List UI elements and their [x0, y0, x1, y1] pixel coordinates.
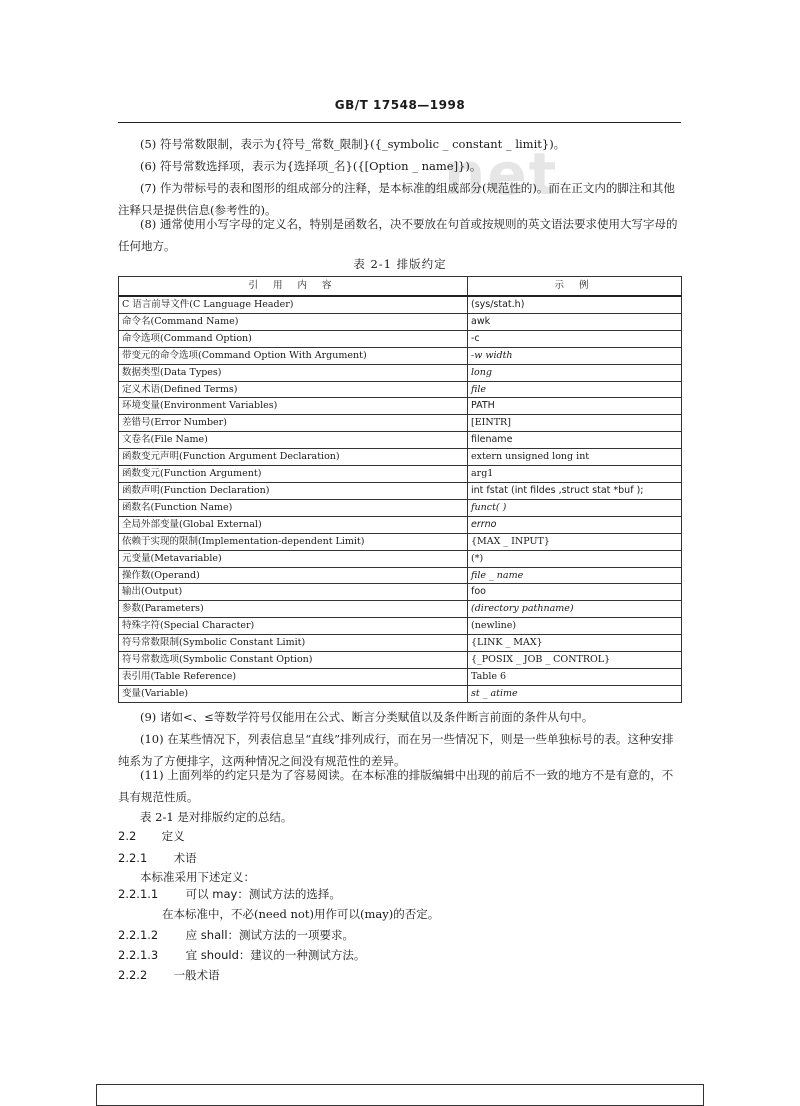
table-cell-example: (*) — [468, 550, 682, 567]
section-2-2-1-1-heading — [118, 884, 341, 904]
paragraph-8 — [118, 213, 681, 257]
table-row — [119, 330, 682, 347]
paragraph-5 — [118, 133, 681, 155]
watermark-text: .net — [420, 140, 559, 208]
table-cell-reference: 定义术语(Defined Terms) — [119, 381, 468, 398]
table-cell-reference: 数据类型(Data Types) — [119, 364, 468, 381]
table-row — [119, 296, 682, 313]
table-row — [119, 618, 682, 635]
table-row — [119, 347, 682, 364]
section-2-2-1-2-heading — [118, 925, 354, 945]
table-row — [119, 635, 682, 652]
table-cell-example: [EINTR] — [468, 415, 682, 432]
table-cell-example: filename — [468, 432, 682, 449]
table-cell-example: Table 6 — [468, 668, 682, 685]
table-cell-example: funct( ) — [468, 499, 682, 516]
table-row — [119, 516, 682, 533]
table-row — [119, 466, 682, 483]
table-row — [119, 668, 682, 685]
table-cell-reference: 变量(Variable) — [119, 685, 468, 702]
section-number: 2.2.1.3 — [118, 948, 159, 962]
table-cell-reference: 全局外部变量(Global External) — [119, 516, 468, 533]
table-cell-reference: 符号常数选项(Symbolic Constant Option) — [119, 652, 468, 669]
table-cell-example: -w width — [468, 347, 682, 364]
paragraph-6-text: (6) 符号常数选择项，表示为{选择项_名}({[Option _ name]})。 — [140, 159, 482, 173]
table-row — [119, 567, 682, 584]
section-number: 2.2.1.2 — [118, 928, 159, 942]
table-row — [119, 499, 682, 516]
table-row — [119, 432, 682, 449]
table-cell-reference: 特殊字符(Special Character) — [119, 618, 468, 635]
table-cell-reference: 参数(Parameters) — [119, 601, 468, 618]
table-row — [119, 601, 682, 618]
table-cell-reference: 函数变元(Function Argument) — [119, 466, 468, 483]
table-cell-example: {_POSIX _ JOB _ CONTROL} — [468, 652, 682, 669]
paragraph-9-text: (9) 诸如<、≤等数学符号仅能用在公式、断言分类赋值以及条件断言前面的条件从句中。 — [140, 710, 594, 724]
table-cell-reference: 环境变量(Environment Variables) — [119, 398, 468, 415]
table-cell-example: long — [468, 364, 682, 381]
paragraph-10-text: (10) 在某些情况下，列表信息呈“直线”排列成行，而在另一些情况下，则是一些单独标号的表。这种安排纯系为了方便排字，这两种情况之间没有规范性的差异。 — [118, 732, 674, 768]
table-row — [119, 685, 682, 702]
paragraph-11 — [118, 764, 681, 808]
table-row — [119, 449, 682, 466]
column-header-example: 示 例 — [468, 277, 682, 297]
table-cell-example: (sys/stat.h) — [468, 296, 682, 313]
table-cell-example: {LINK _ MAX} — [468, 635, 682, 652]
section-number: 2.2.2 — [118, 968, 148, 982]
section-2-2-heading — [118, 826, 185, 846]
page-footer-box — [96, 1084, 704, 1106]
table-cell-example: PATH — [468, 398, 682, 415]
header-rule — [118, 122, 681, 123]
column-header-reference: 引 用 内 容 — [119, 277, 468, 297]
table-cell-reference: 命令名(Command Name) — [119, 313, 468, 330]
table-header-row — [119, 277, 682, 297]
table-cell-reference: 命令选项(Command Option) — [119, 330, 468, 347]
paragraph-5-text: (5) 符号常数限制，表示为{符号_常数_限制}({_symbolic _ constant _ limit})。 — [140, 137, 566, 151]
section-note-text: 在本标准中，不必(need not)用作可以(may)的否定。 — [162, 907, 440, 921]
table-row — [119, 313, 682, 330]
section-title: 定义 — [161, 829, 185, 843]
table-cell-example: errno — [468, 516, 682, 533]
table-cell-example: (directory pathname) — [468, 601, 682, 618]
section-title: 宜 should：建议的一种测试方法。 — [185, 948, 366, 962]
table-cell-reference: 输出(Output) — [119, 584, 468, 601]
table-row — [119, 415, 682, 432]
paragraph-7-text: (7) 作为带标号的表和图形的组成部分的注释，是本标准的组成部分(规范性的)。而在正文内的脚注和其他注释只是提供信息(参考性的)。 — [118, 181, 675, 217]
paragraph-11-text: (11) 上面列举的约定只是为了容易阅读。在本标准的排版编辑中出现的前后不一致的地方不是有意的，不具有规范性质。 — [118, 768, 674, 804]
table-cell-reference: 函数变元声明(Function Argument Declaration) — [119, 449, 468, 466]
table-row — [119, 550, 682, 567]
table-row — [119, 533, 682, 550]
table-cell-example: int fstat (int fildes ,struct stat *buf ); — [468, 482, 682, 499]
table-cell-reference: 表引用(Table Reference) — [119, 668, 468, 685]
table-cell-example: foo — [468, 584, 682, 601]
table-cell-reference: 带变元的命令选项(Command Option With Argument) — [119, 347, 468, 364]
section-title: 术语 — [173, 851, 197, 865]
table-row — [119, 381, 682, 398]
table-cell-example: file _ name — [468, 567, 682, 584]
table-row — [119, 482, 682, 499]
typesetting-conventions-table — [118, 276, 682, 703]
section-2-2-2-heading — [118, 965, 220, 985]
table-cell-example: arg1 — [468, 466, 682, 483]
section-title: 一般术语 — [173, 968, 220, 982]
table-cell-example: extern unsigned long int — [468, 449, 682, 466]
section-2-2-1-heading — [118, 848, 197, 868]
table-cell-reference: 操作数(Operand) — [119, 567, 468, 584]
paragraph-table-summary-text: 表 2-1 是对排版约定的总结。 — [140, 810, 293, 824]
paragraph-8-text: (8) 通常使用小写字母的定义名，特别是函数名，决不要放在句首或按规则的英文语法要求使用大写字母的任何地方。 — [118, 217, 678, 253]
table-cell-reference: 差错号(Error Number) — [119, 415, 468, 432]
table-row — [119, 652, 682, 669]
table-cell-reference: 文卷名(File Name) — [119, 432, 468, 449]
table-cell-reference: 元变量(Metavariable) — [119, 550, 468, 567]
table-cell-example: awk — [468, 313, 682, 330]
table-cell-reference: 符号常数限制(Symbolic Constant Limit) — [119, 635, 468, 652]
table-cell-example: st _ atime — [468, 685, 682, 702]
table-cell-reference: 函数声明(Function Declaration) — [119, 482, 468, 499]
section-title: 可以 may：测试方法的选择。 — [185, 887, 341, 901]
section-number: 2.2.1.1 — [118, 887, 159, 901]
table-cell-example: -c — [468, 330, 682, 347]
paragraph-table-summary — [118, 806, 681, 828]
standard-id-header: GB/T 17548—1998 — [334, 98, 466, 112]
table-cell-example: file — [468, 381, 682, 398]
paragraph-9 — [118, 706, 681, 728]
table-cell-reference: 函数名(Function Name) — [119, 499, 468, 516]
paragraph-6 — [118, 155, 681, 177]
table-cell-reference: C 语言前导文件(C Language Header) — [119, 296, 468, 313]
table-row — [119, 398, 682, 415]
section-intro-text: 本标准采用下述定义： — [140, 870, 255, 884]
section-2-2-1-1-note — [118, 903, 681, 925]
table-title: 表 2-1 排版约定 — [353, 257, 447, 271]
table-cell-reference: 依赖于实现的限制(Implementation-dependent Limit) — [119, 533, 468, 550]
table-cell-example: (newline) — [468, 618, 682, 635]
section-number: 2.2 — [118, 829, 137, 843]
table-row — [119, 364, 682, 381]
table-row — [119, 584, 682, 601]
section-number: 2.2.1 — [118, 851, 148, 865]
section-title: 应 shall：测试方法的一项要求。 — [185, 928, 355, 942]
table-cell-example: {MAX _ INPUT} — [468, 533, 682, 550]
section-2-2-1-3-heading — [118, 945, 365, 965]
